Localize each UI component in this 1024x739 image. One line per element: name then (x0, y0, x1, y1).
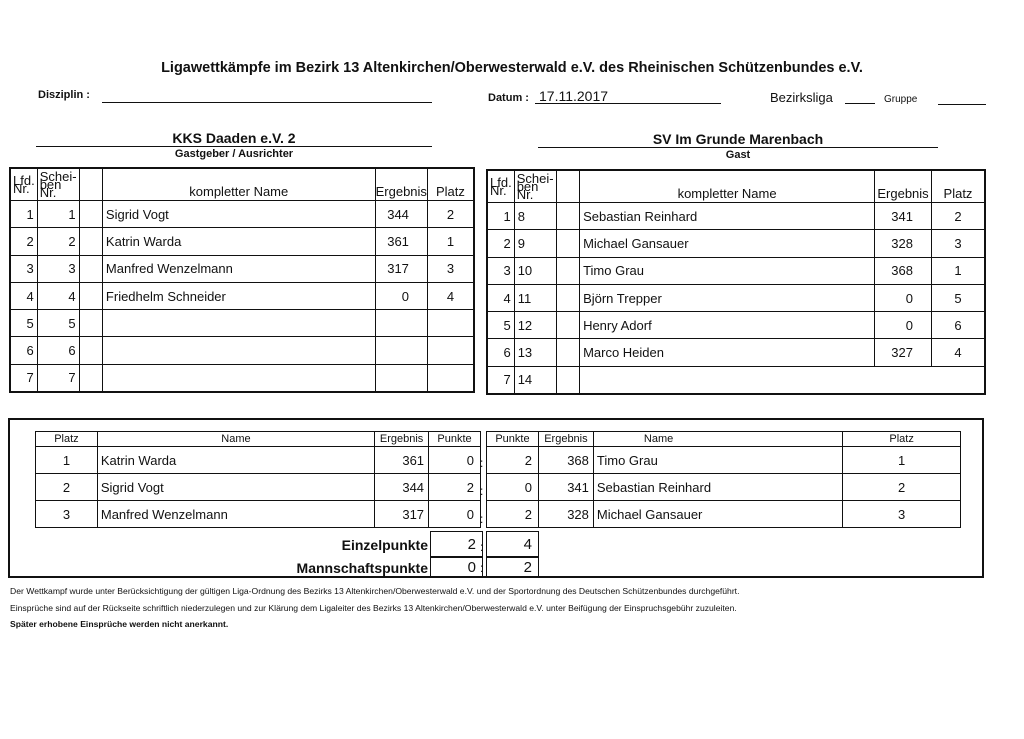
scheiben-header: Schei- ben Nr. (514, 170, 556, 203)
disziplin-label: Disziplin : (38, 89, 90, 101)
ergebnis-cell[interactable] (375, 337, 427, 364)
platz-cell[interactable]: 6 (931, 312, 985, 339)
ergebnis-cell[interactable]: 361 (375, 228, 427, 255)
guest-team-name: SV Im Grunde Marenbach (652, 131, 824, 147)
name-cell[interactable]: Timo Grau (593, 447, 842, 474)
datum-field[interactable] (535, 89, 721, 104)
blank-cell (79, 364, 102, 392)
host-team-name: KKS Daaden e.V. 2 (172, 130, 296, 146)
platz-cell: 2 (843, 474, 961, 501)
blank-cell (556, 257, 580, 284)
blank-cell (79, 310, 102, 337)
ergebnis-header: Ergebnis (375, 432, 429, 447)
platz-cell[interactable]: 1 (931, 257, 985, 284)
footer-note-3: Später erhobene Einsprüche werden nicht anerkannt. (10, 619, 229, 629)
name-cell[interactable] (580, 366, 875, 394)
left-result-table (35, 431, 484, 528)
points-separator: : (480, 540, 484, 554)
footer-note-1: Der Wettkampf wurde unter Berücksichtigung der gültigen Liga-Ordnung des Bezirks 13 Altenkirchen/Oberwesterwald e.V. und der Sportordnung des Deutschen Schützenbundes durchgeführt. (10, 586, 740, 596)
platz-cell[interactable]: 3 (427, 255, 474, 282)
platz-cell: 1 (36, 447, 98, 474)
scheiben-header: Schei- ben Nr. (37, 168, 79, 201)
punkte-cell[interactable]: 0 (429, 501, 481, 528)
lfd-cell: 5 (487, 312, 514, 339)
liga-label: Bezirksliga (770, 90, 833, 105)
blank-cell (556, 312, 580, 339)
ergebnis-cell[interactable]: 0 (375, 282, 427, 309)
ergebnis-cell[interactable] (875, 366, 932, 394)
platz-cell[interactable]: 2 (427, 201, 474, 228)
blank-cell (556, 230, 580, 257)
name-cell[interactable]: Sebastian Reinhard (580, 203, 875, 230)
scheibe-cell: 10 (514, 257, 556, 284)
lfd-cell: 2 (10, 228, 37, 255)
table-row (487, 203, 985, 230)
platz-cell: 2 (36, 474, 98, 501)
scheibe-cell: 3 (37, 255, 79, 282)
table-row (36, 501, 481, 528)
gruppe-field[interactable] (938, 90, 986, 105)
name-header: kompletter Name (102, 168, 375, 201)
guest-team-divider (538, 147, 938, 148)
host-roster-table (9, 167, 475, 393)
points-separator: : (480, 456, 484, 470)
table-row (10, 310, 474, 337)
name-cell[interactable]: Michael Gansauer (580, 230, 875, 257)
ergebnis-cell[interactable]: 368 (538, 447, 593, 474)
blank-header (556, 170, 580, 203)
ergebnis-header: Ergebnis (375, 168, 427, 201)
scheibe-cell: 8 (514, 203, 556, 230)
blank-cell (79, 282, 102, 309)
mannschaftspunkte-right-box (486, 557, 539, 577)
lfd-cell: 4 (10, 282, 37, 309)
table-row (10, 337, 474, 364)
scheibe-cell: 14 (514, 366, 556, 394)
blank-cell (79, 228, 102, 255)
ergebnis-cell[interactable]: 328 (875, 230, 932, 257)
lfd-cell: 4 (487, 284, 514, 311)
lfd-cell: 6 (487, 339, 514, 366)
platz-cell[interactable]: 4 (931, 339, 985, 366)
blank-header (79, 168, 102, 201)
table-row (10, 282, 474, 309)
mannschaftspunkte-right[interactable]: 2 (487, 558, 539, 577)
host-team-divider (36, 146, 432, 147)
lfd-cell: 1 (10, 201, 37, 228)
blank-cell (79, 201, 102, 228)
host-team-role: Gastgeber / Ausrichter (174, 148, 294, 160)
blank-cell (79, 337, 102, 364)
table-row (487, 447, 961, 474)
guest-header-row (487, 170, 985, 203)
name-cell[interactable]: Sigrid Vogt (97, 474, 374, 501)
table-row (487, 474, 961, 501)
table-row (36, 474, 481, 501)
blank-cell (79, 255, 102, 282)
scheibe-cell: 13 (514, 339, 556, 366)
mannschaftspunkte-label: Mannschaftspunkte (296, 560, 428, 576)
platz-header: Platz (427, 168, 474, 201)
scheibe-cell: 4 (37, 282, 79, 309)
punkte-cell[interactable]: 2 (487, 501, 539, 528)
liga-field[interactable] (845, 89, 875, 104)
lfd-cell: 7 (487, 366, 514, 394)
platz-cell[interactable]: 4 (427, 282, 474, 309)
punkte-header: Punkte (487, 432, 539, 447)
right-result-table (486, 431, 961, 528)
name-cell[interactable]: Michael Gansauer (593, 501, 842, 528)
lfd-cell: 6 (10, 337, 37, 364)
ergebnis-cell[interactable]: 327 (875, 339, 932, 366)
scheibe-cell: 9 (514, 230, 556, 257)
scheibe-cell: 2 (37, 228, 79, 255)
mannschaftspunkte-left-box (430, 557, 483, 577)
blank-cell (556, 203, 580, 230)
lfd-cell: 2 (487, 230, 514, 257)
right-result-header (487, 432, 961, 447)
ergebnis-cell[interactable]: 344 (375, 201, 427, 228)
footer-note-2: Einsprüche sind auf der Rückseite schriftlich niederzulegen und zur Klärung dem Ligaleiter des Bezirks 13 Altenkirchen/Oberwesterwald e.V. unter Beifügung der Einspruchsgebühr zuzuleiten. (10, 603, 737, 613)
punkte-cell[interactable]: 2 (487, 447, 539, 474)
name-cell[interactable]: Marco Heiden (580, 339, 875, 366)
name-cell[interactable]: Manfred Wenzelmann (97, 501, 374, 528)
table-row (10, 255, 474, 282)
platz-header: Platz (843, 432, 961, 447)
table-row (487, 339, 985, 366)
table-row (487, 230, 985, 257)
name-cell[interactable] (102, 310, 375, 337)
punkte-cell[interactable]: 0 (429, 447, 481, 474)
guest-team-role: Gast (725, 149, 751, 161)
points-separator: : (480, 512, 484, 526)
scheibe-cell: 7 (37, 364, 79, 392)
ergebnis-cell[interactable]: 341 (875, 203, 932, 230)
platz-cell[interactable]: 5 (931, 284, 985, 311)
name-cell[interactable] (102, 364, 375, 392)
punkte-header: Punkte (429, 432, 481, 447)
name-cell[interactable]: Henry Adorf (580, 312, 875, 339)
ergebnis-header: Ergebnis (875, 170, 932, 203)
punkte-cell[interactable]: 2 (429, 474, 481, 501)
lfd-header: Lfd. Nr. (487, 170, 514, 203)
scheibe-cell: 11 (514, 284, 556, 311)
platz-cell[interactable] (427, 310, 474, 337)
disziplin-field[interactable] (102, 88, 432, 103)
ergebnis-cell[interactable]: 0 (875, 312, 932, 339)
ergebnis-cell[interactable] (375, 364, 427, 392)
table-row (487, 366, 985, 394)
name-header: Name (97, 432, 374, 447)
name-cell[interactable]: Manfred Wenzelmann (102, 255, 375, 282)
table-row (487, 257, 985, 284)
lfd-cell: 5 (10, 310, 37, 337)
ergebnis-cell[interactable] (375, 310, 427, 337)
form-title: Ligawettkämpfe im Bezirk 13 Altenkirchen/Oberwesterwald e.V. des Rheinischen Schützenbundes e.V. (161, 60, 863, 76)
lfd-cell: 3 (487, 257, 514, 284)
name-cell[interactable]: Björn Trepper (580, 284, 875, 311)
platz-cell[interactable] (931, 366, 985, 394)
lfd-cell: 7 (10, 364, 37, 392)
name-cell[interactable]: Katrin Warda (102, 228, 375, 255)
platz-cell[interactable] (427, 337, 474, 364)
datum-value: 17.11.2017 (539, 88, 609, 104)
scheibe-cell: 12 (514, 312, 556, 339)
left-result-header (36, 432, 481, 447)
platz-cell: 1 (843, 447, 961, 474)
table-row (10, 228, 474, 255)
platz-cell[interactable] (427, 364, 474, 392)
scheibe-cell: 1 (37, 201, 79, 228)
table-row (487, 501, 961, 528)
lfd-cell: 1 (487, 203, 514, 230)
name-cell[interactable] (102, 337, 375, 364)
name-header: Name (593, 432, 842, 447)
gruppe-label: Gruppe (884, 94, 918, 105)
einzelpunkte-label: Einzelpunkte (341, 537, 428, 553)
blank-cell (556, 284, 580, 311)
datum-label: Datum : (488, 92, 529, 104)
table-row (487, 284, 985, 311)
name-header: kompletter Name (580, 170, 875, 203)
table-row (10, 364, 474, 392)
host-header-row (10, 168, 474, 201)
name-cell[interactable]: Katrin Warda (97, 447, 374, 474)
punkte-cell[interactable]: 0 (487, 474, 539, 501)
ergebnis-cell[interactable]: 328 (538, 501, 593, 528)
platz-cell[interactable]: 3 (931, 230, 985, 257)
name-cell[interactable]: Timo Grau (580, 257, 875, 284)
guest-roster-table (486, 169, 986, 395)
points-separator: : (480, 561, 484, 575)
ergebnis-cell[interactable]: 341 (538, 474, 593, 501)
einzelpunkte-right[interactable]: 4 (487, 532, 539, 557)
table-row (487, 312, 985, 339)
platz-cell[interactable]: 1 (427, 228, 474, 255)
ergebnis-cell[interactable]: 368 (875, 257, 932, 284)
ergebnis-cell[interactable]: 317 (375, 501, 429, 528)
lfd-header: Lfd. Nr. (10, 168, 37, 201)
mannschaftspunkte-left[interactable]: 0 (431, 558, 483, 577)
platz-header: Platz (931, 170, 985, 203)
scheibe-cell: 6 (37, 337, 79, 364)
points-separator: : (480, 484, 484, 498)
table-row (36, 447, 481, 474)
blank-cell (556, 366, 580, 394)
einzelpunkte-right-box (486, 531, 539, 557)
scheibe-cell: 5 (37, 310, 79, 337)
ergebnis-cell[interactable]: 344 (375, 474, 429, 501)
name-cell[interactable]: Sebastian Reinhard (593, 474, 842, 501)
einzelpunkte-left[interactable]: 2 (431, 532, 483, 557)
name-cell[interactable]: Sigrid Vogt (102, 201, 375, 228)
ergebnis-cell[interactable]: 0 (875, 284, 932, 311)
table-row (10, 201, 474, 228)
platz-cell: 3 (36, 501, 98, 528)
platz-cell: 3 (843, 501, 961, 528)
ergebnis-cell[interactable]: 361 (375, 447, 429, 474)
lfd-cell: 3 (10, 255, 37, 282)
platz-cell[interactable]: 2 (931, 203, 985, 230)
einzelpunkte-left-box (430, 531, 483, 557)
name-cell[interactable]: Friedhelm Schneider (102, 282, 375, 309)
ergebnis-cell[interactable]: 317 (375, 255, 427, 282)
blank-cell (556, 339, 580, 366)
platz-header: Platz (36, 432, 98, 447)
ergebnis-header: Ergebnis (538, 432, 593, 447)
